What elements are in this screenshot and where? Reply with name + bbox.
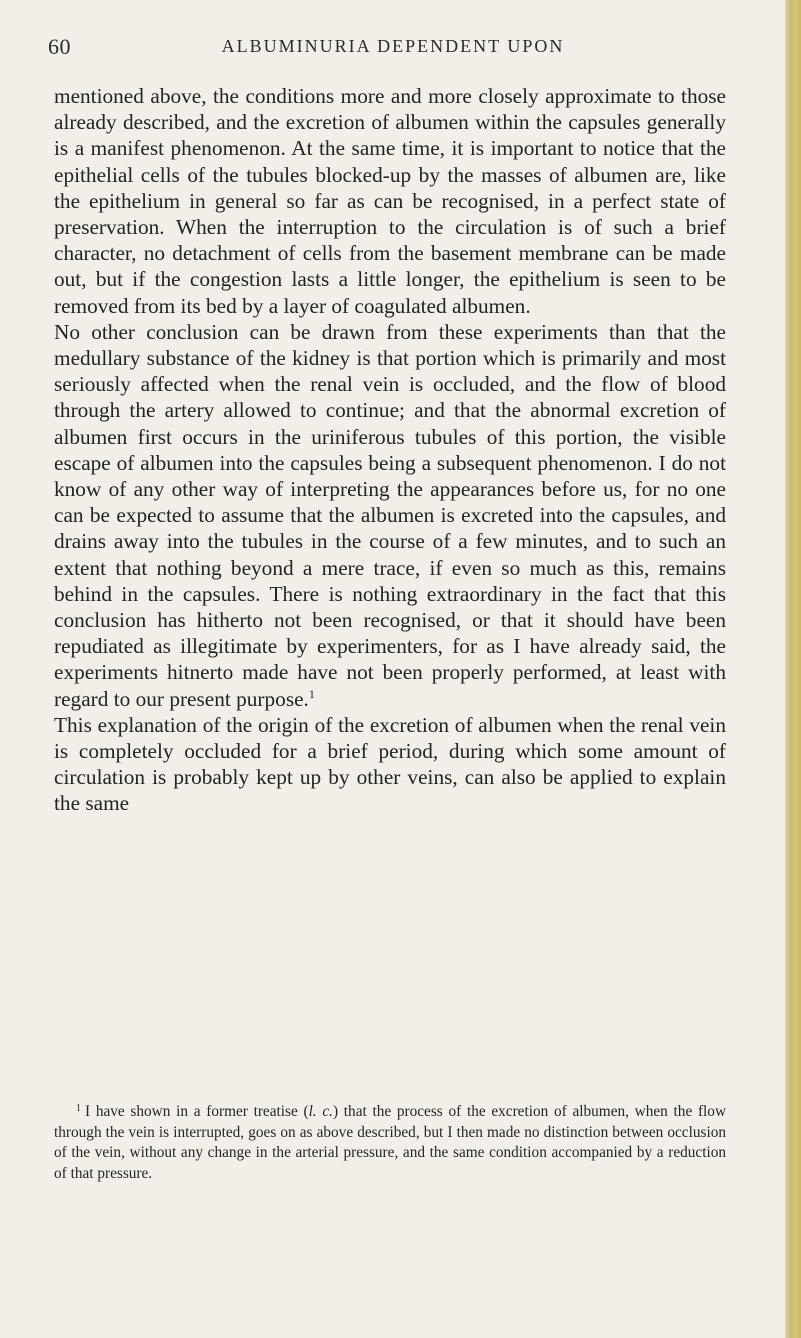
paragraph [54,319,726,712]
page-number: 60 [48,34,71,59]
paragraph-text: No other conclusion can be drawn from these experiments than that the medullary substance of the kidney is that portion which is primarily and most seriously affected when the renal vein is occluded, and the flow of blood through the artery allowed to continue; and that the abnormal excretion of albumen first occurs in the uriniferous tubules of this portion, the visible escape of albumen into the capsules being a subsequent phenomenon. I do not know of any other way of interpreting the appearances before us, for no one can be expected to assume that the albumen is excreted into the capsules, and drains away into the tubules in the course of a few minutes, and to such an extent that nothing beyond a mere trace, if even so much as this, remains behind in the capsules. There is nothing extraordinary in the fact that this conclusion has hitherto not been recognised, or that it should have been repudiated as illegitimate by experimenters, for as I have already said, the experiments hitnerto made have not been properly performed, at least with regard to our present purpose. [54,319,726,711]
footnote-marker: 1 [76,1103,81,1114]
body-text [54,83,726,817]
footnote-text [54,1099,726,1184]
paragraph: mentioned above, the conditions more and more closely approximate to those already described, and the excretion of albumen within the capsules generally is a manifest phenomenon. At the same time, it is important to notice that the epithelial cells of the tubules blocked-up by the masses of albumen are, like the epithelium in general so far as can be recognised, in a perfect state of preservation. When the interruption to the circulation is of such a brief character, no detachment of cells from the basement membrane can be made out, but if the congestion lasts a little longer, the epithelium is seen to be removed from its bed by a layer of coagulated albumen. [54,84,726,318]
footnote-citation: l. c. [308,1103,333,1120]
running-head: ALBUMINURIA DEPENDENT UPON [221,36,565,56]
footnote-text-start: I have shown in a former treatise ( [85,1103,309,1120]
footnote-text-end: ) that the process of the excretion of albumen, when the flow through the vein is interrupted, goes on as above described, but I then made no distinction between occlusion of the vein, without any change in the arterial pressure, and the same condition accompanied by a reduction of that pressure. [54,1103,726,1182]
page-edge [785,0,801,1338]
page-header [48,32,738,72]
footnote-reference[interactable]: 1 [308,686,315,701]
footnote [54,1099,726,1184]
paragraph: This explanation of the origin of the excretion of albumen when the renal vein is completely occluded for a brief period, during which some amount of circulation is probably kept up by other veins, can also be applied to explain the same [54,712,726,816]
